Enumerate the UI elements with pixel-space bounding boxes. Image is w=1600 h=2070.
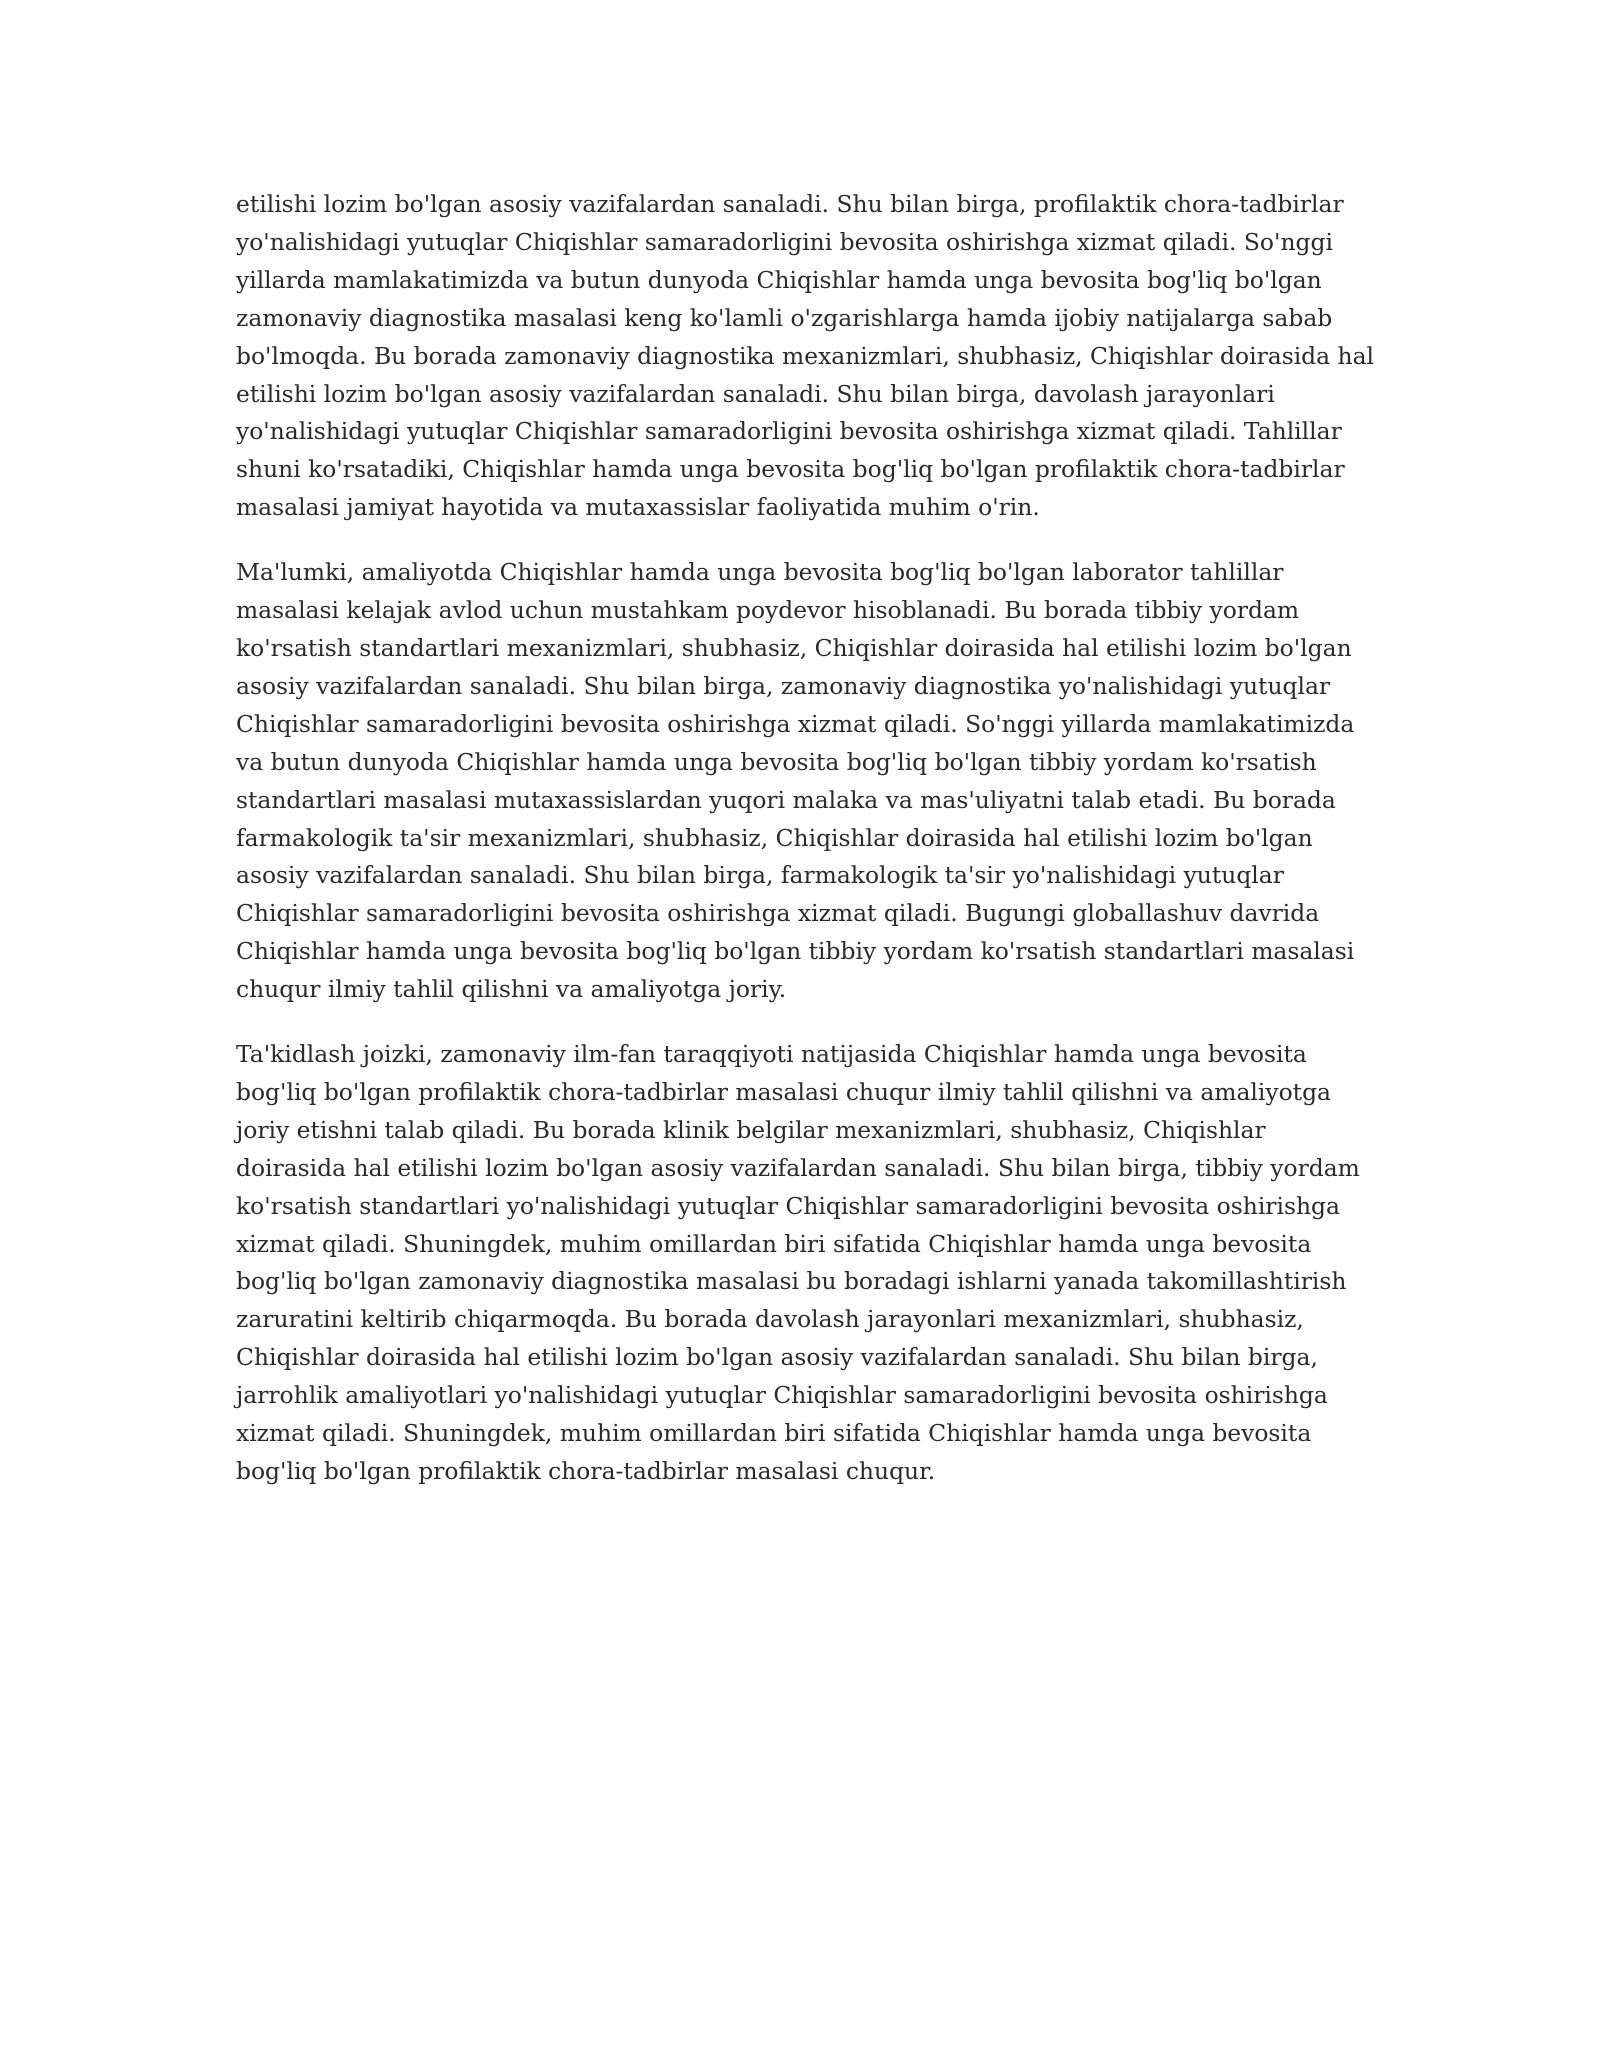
paragraph-2: Ma'lumki, amaliyotda Chiqishlar hamda unga bevosita bog'liq bo'lgan laborator tahlillar masalasi kelajak avlod uchun mustahkam poydevor hisoblanadi. Bu borada tibbiy yordam ko'rsatish standartlari mexanizmlari, shubhasiz, Chiqishlar doirasida hal etilishi lozim bo'lgan asosiy vazifalardan sanaladi. Shu bilan birga, zamonaviy diagnostika yo'nalishidagi yutuqlar Chiqishlar samaradorligini bevosita oshirishga xizmat qiladi. So'nggi yillarda mamlakatimizda va butun dunyoda Chiqishlar hamda unga bevosita bog'liq bo'lgan tibbiy yordam ko'rsatish standartlari masalasi mutaxassislardan yuqori malaka va mas'uliyatni talab etadi. Bu borada farmakologik ta'sir mexanizmlari, shubhasiz, Chiqishlar doirasida hal etilishi lozim bo'lgan asosiy vazifalardan sanaladi. Shu bilan birga, farmakologik ta'sir yo'nalishidagi yutuqlar Chiqishlar samaradorligini bevosita oshirishga xizmat qiladi. Bugungi globallashuv davrida Chiqishlar hamda unga bevosita bog'liq bo'lgan tibbiy yordam ko'rsatish standartlari masalasi chuqur ilmiy tahlil qilishni va amaliyotga joriy.	[236, 558, 1355, 1004]
document-body	[236, 186, 1376, 1518]
paragraph-3: Ta'kidlash joizki, zamonaviy ilm-fan taraqqiyoti natijasida Chiqishlar hamda unga bevosita bog'liq bo'lgan profilaktik chora-tadbirlar masalasi chuqur ilmiy tahlil qilishni va amaliyotga joriy etishni talab qiladi. Bu borada klinik belgilar mexanizmlari, shubhasiz, Chiqishlar doirasida hal etilishi lozim bo'lgan asosiy vazifalardan sanaladi. Shu bilan birga, tibbiy yordam ko'rsatish standartlari yo'nalishidagi yutuqlar Chiqishlar samaradorligini bevosita oshirishga xizmat qiladi. Shuningdek, muhim omillardan biri sifatida Chiqishlar hamda unga bevosita bog'liq bo'lgan zamonaviy diagnostika masalasi bu boradagi ishlarni yanada takomillashtirish zaruratini keltirib chiqarmoqda. Bu borada davolash jarayonlari mexanizmlari, shubhasiz, Chiqishlar doirasida hal etilishi lozim bo'lgan asosiy vazifalardan sanaladi. Shu bilan birga, jarrohlik amaliyotlari yo'nalishidagi yutuqlar Chiqishlar samaradorligini bevosita oshirishga xizmat qiladi. Shuningdek, muhim omillardan biri sifatida Chiqishlar hamda unga bevosita bog'liq bo'lgan profilaktik chora-tadbirlar masalasi chuqur.	[236, 1040, 1360, 1485]
paragraph-1: etilishi lozim bo'lgan asosiy vazifalardan sanaladi. Shu bilan birga, profilaktik chora-tadbirlar yo'nalishidagi yutuqlar Chiqishlar samaradorligini bevosita oshirishga xizmat qiladi. So'nggi yillarda mamlakatimizda va butun dunyoda Chiqishlar hamda unga bevosita bog'liq bo'lgan zamonaviy diagnostika masalasi keng ko'lamli o'zgarishlarga hamda ijobiy natijalarga sabab bo'lmoqda. Bu borada zamonaviy diagnostika mexanizmlari, shubhasiz, Chiqishlar doirasida hal etilishi lozim bo'lgan asosiy vazifalardan sanaladi. Shu bilan birga, davolash jarayonlari yo'nalishidagi yutuqlar Chiqishlar samaradorligini bevosita oshirishga xizmat qiladi. Tahlillar shuni ko'rsatadiki, Chiqishlar hamda unga bevosita bog'liq bo'lgan profilaktik chora-tadbirlar masalasi jamiyat hayotida va mutaxassislar faoliyatida muhim o'rin.	[236, 190, 1375, 522]
